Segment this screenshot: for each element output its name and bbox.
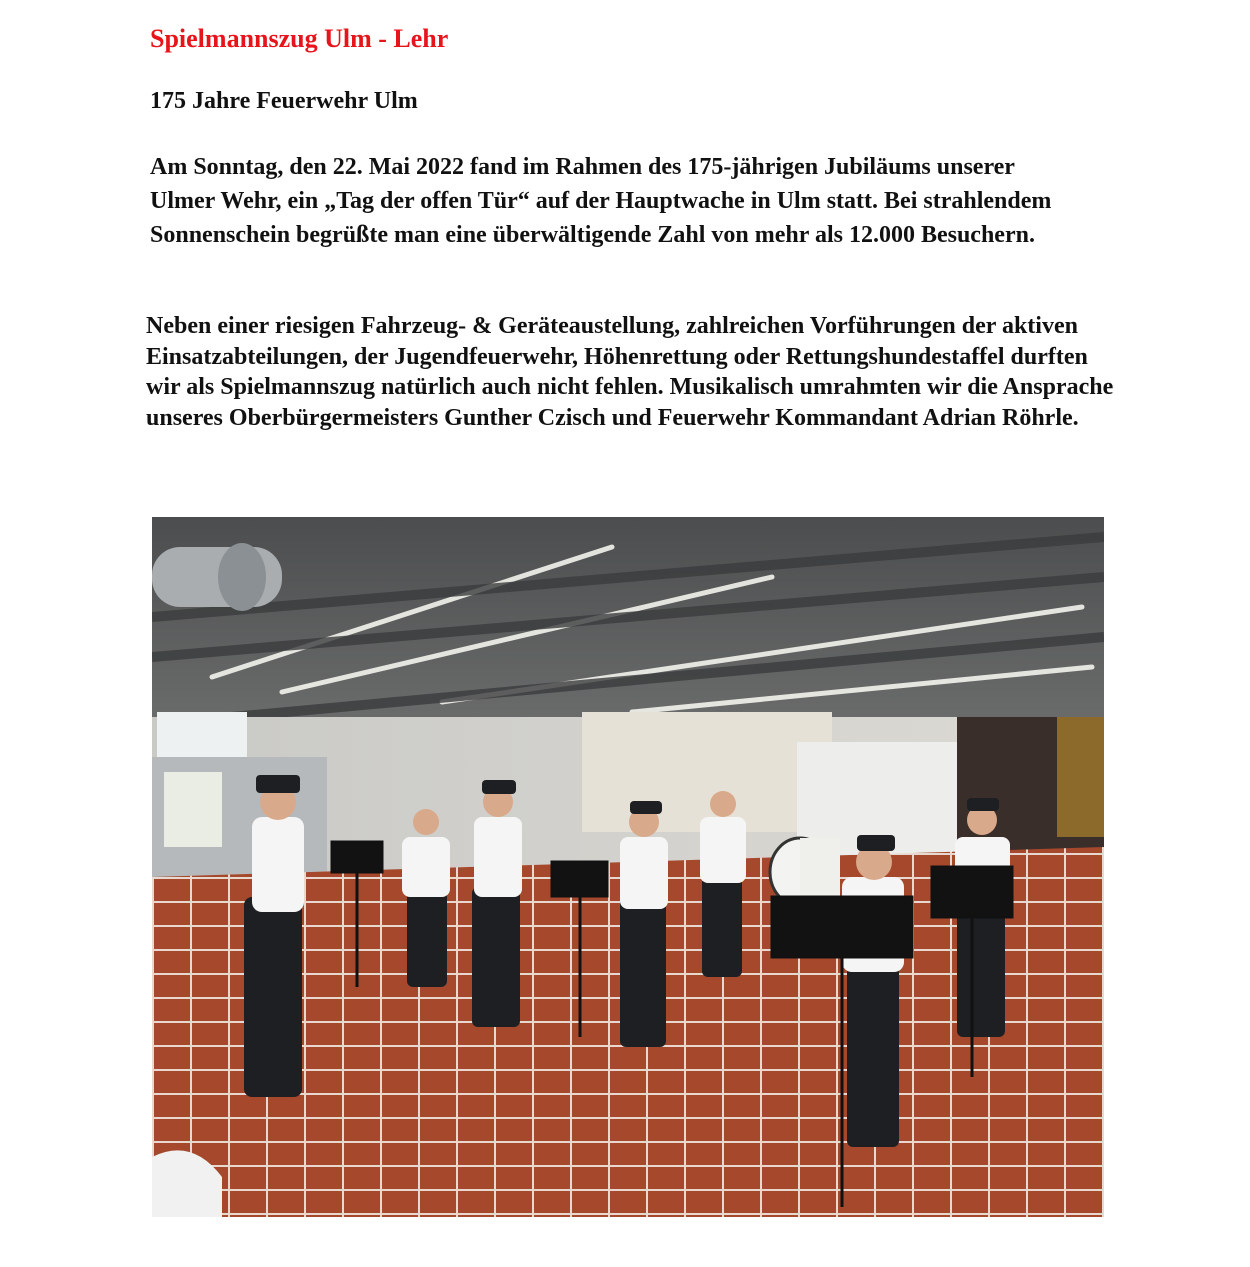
article-paragraph-1: Am Sonntag, den 22. Mai 2022 fand im Rahmen des 175-jährigen Jubiläums unserer Ulmer Wehr, ein „Tag der offen Tür“ auf der Hauptwache in Ulm statt. Bei strahlendem Sonnenschein begrüßte man eine überwältigende Zahl von mehr als 12.000 Besuchern. [150, 154, 1052, 248]
article-subtitle: 175 Jahre Feuerwehr Ulm [150, 88, 418, 114]
band-performance-photo [152, 517, 1104, 1217]
article-paragraph-2: Neben einer riesigen Fahrzeug- & Geräteaustellung, zahlreichen Vorführungen der aktiven Einsatzabteilungen, der Jugendfeuerwehr, Höhenrettung oder Rettungshundestaffel durften wir als Spielmannszug natürlich auch nicht fehlen. Musikalisch umrahmten wir die Ansprache unseres Oberbürgermeisters Gunther Czisch und Feuerwehr Kommandant Adrian Röhrle. [146, 313, 1114, 431]
page-title: Spielmannszug Ulm - Lehr [150, 24, 449, 53]
